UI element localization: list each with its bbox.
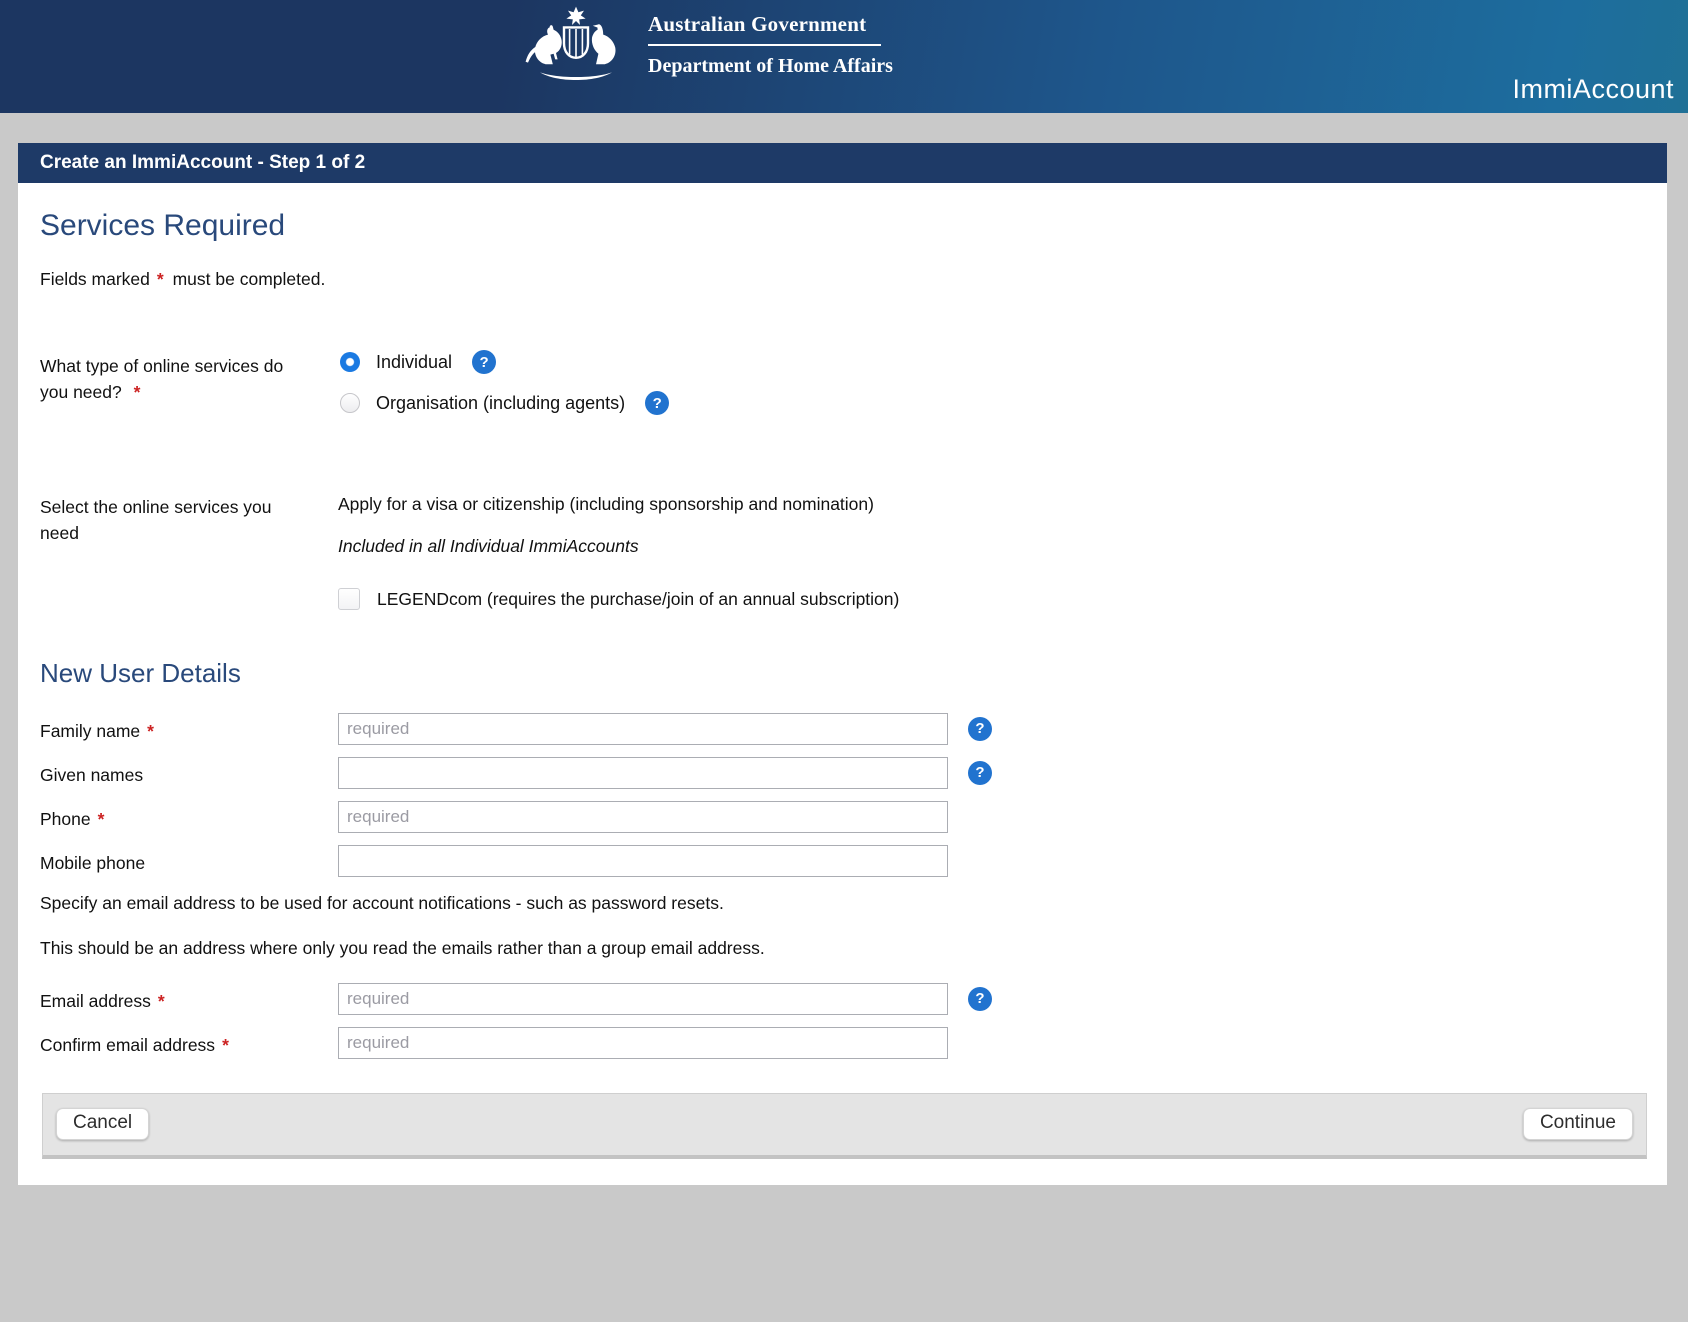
mobile-phone-label <box>40 845 338 876</box>
help-icon[interactable]: ? <box>472 350 496 374</box>
select-services-text: Select the online services you need <box>40 497 272 544</box>
phone-input[interactable] <box>338 801 948 833</box>
required-asterisk: * <box>133 382 141 403</box>
mobile-phone-text: Mobile phone <box>40 852 146 873</box>
gov-title: Australian Government <box>648 12 867 36</box>
given-names-input[interactable] <box>338 757 948 789</box>
required-asterisk: * <box>156 269 164 289</box>
visa-service-text: Apply for a visa or citizenship (including sponsorship and nomination) <box>338 494 874 514</box>
confirm-email-text: Confirm email address <box>40 1034 216 1055</box>
required-asterisk: * <box>147 720 154 741</box>
gov-header <box>0 0 1688 113</box>
radio-option-individual <box>338 350 669 374</box>
given-names-text: Given names <box>40 764 144 785</box>
family-name-input[interactable] <box>338 713 948 745</box>
required-asterisk: * <box>97 808 105 829</box>
mobile-phone-input[interactable] <box>338 845 948 877</box>
crest-divider <box>648 44 881 46</box>
given-names-label <box>40 757 338 788</box>
new-user-details-heading: New User Details <box>40 657 241 688</box>
radio-option-organisation <box>338 391 669 415</box>
given-names-row <box>40 757 1645 789</box>
legendcom-row <box>338 586 918 612</box>
radio-individual[interactable] <box>340 352 360 372</box>
cancel-button[interactable]: Cancel <box>56 1108 149 1140</box>
confirm-email-label <box>40 1027 338 1058</box>
help-icon[interactable]: ? <box>645 391 669 415</box>
service-type-question-label <box>40 350 338 406</box>
email-note-1: Specify an email address to be used for account notifications - such as password resets. <box>40 892 724 913</box>
phone-row <box>40 801 1645 833</box>
services-required-heading: Services Required <box>40 209 286 242</box>
family-name-text: Family name <box>40 720 141 741</box>
phone-text: Phone <box>40 808 91 829</box>
gov-subtitle: Department of Home Affairs <box>648 55 893 77</box>
app-name-immiaccount: ImmiAccount <box>1512 74 1674 104</box>
email-address-row <box>40 983 1645 1015</box>
family-name-label <box>40 713 338 744</box>
fields-note-suffix: must be completed. <box>172 269 326 289</box>
fields-required-note <box>40 269 1645 290</box>
phone-label <box>40 801 338 832</box>
service-type-question-row <box>40 350 1645 415</box>
service-type-question-text: What type of online services do you need? <box>40 356 284 403</box>
action-bar <box>42 1093 1647 1159</box>
required-asterisk: * <box>157 990 165 1011</box>
required-asterisk: * <box>222 1034 229 1055</box>
legendcom-label[interactable]: LEGENDcom (requires the purchase/join of an annual subscription) <box>377 588 900 609</box>
radio-organisation-label[interactable]: Organisation (including agents) <box>376 392 626 413</box>
fields-note-prefix: Fields marked <box>40 269 150 289</box>
gov-crest-block <box>520 4 893 86</box>
coat-of-arms-icon <box>520 4 632 86</box>
mobile-phone-row <box>40 845 1645 877</box>
legendcom-checkbox[interactable] <box>338 588 360 610</box>
email-address-text: Email address <box>40 990 151 1011</box>
email-address-input[interactable] <box>338 983 948 1015</box>
email-note-2: This should be an address where only you read the emails rather than a group email address. <box>40 937 765 958</box>
main-card <box>18 143 1667 1185</box>
confirm-email-input[interactable] <box>338 1027 948 1059</box>
help-icon[interactable]: ? <box>968 987 992 1011</box>
confirm-email-row <box>40 1027 1645 1059</box>
radio-individual-label[interactable]: Individual <box>376 351 453 372</box>
help-icon[interactable]: ? <box>968 761 992 785</box>
help-icon[interactable]: ? <box>968 717 992 741</box>
radio-organisation[interactable] <box>340 393 360 413</box>
included-note: Included in all Individual ImmiAccounts <box>338 536 639 557</box>
continue-button[interactable]: Continue <box>1523 1108 1633 1140</box>
select-services-row <box>40 491 1645 612</box>
page-title: Create an ImmiAccount - Step 1 of 2 <box>18 143 1667 183</box>
family-name-row <box>40 713 1645 745</box>
email-address-label <box>40 983 338 1014</box>
select-services-label <box>40 491 338 547</box>
